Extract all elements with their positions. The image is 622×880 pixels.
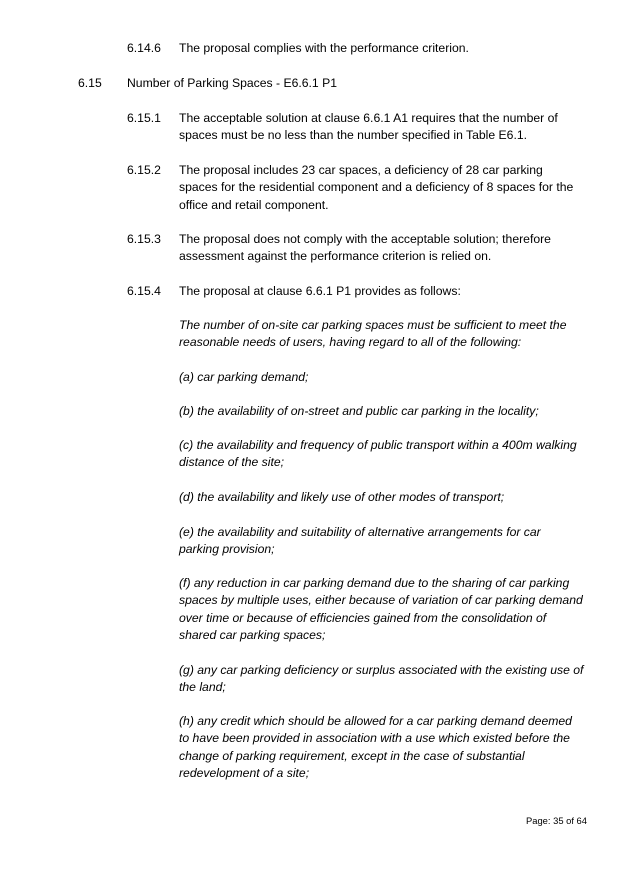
- quote-item-f: (f) any reduction in car parking demand due to the sharing of car parking spaces by multiple uses, either because of variation of car parking demand over time or because of efficiencies gained from the consolidation of shared car parking spaces;: [179, 576, 583, 642]
- quote-item-b: (b) the availability of on-street and public car parking in the locality;: [179, 404, 539, 418]
- quote-item-g: (g) any car parking deficiency or surplus associated with the existing use of the land;: [179, 663, 584, 695]
- page-number: Page: 35 of 64: [526, 815, 587, 826]
- quote-item-a: (a) car parking demand;: [179, 370, 309, 384]
- section-number: 6.15: [78, 76, 102, 90]
- quote-item-d: (d) the availability and likely use of other modes of transport;: [179, 490, 505, 504]
- clause-number: 6.15.3: [127, 232, 161, 246]
- clause-number: 6.15.2: [127, 163, 161, 177]
- quote-intro: The number of on-site car parking spaces must be sufficient to meet the reasonable needs of users, having regard to all of the following:: [179, 318, 567, 350]
- quote-item-h: (h) any credit which should be allowed for a car parking demand deemed to have been provided in association with a use which existed before the change of parking requirement, except in the case of substantial redevelopment of a site;: [179, 714, 572, 780]
- quote-item-e: (e) the availability and suitability of alternative arrangements for car parking provision;: [179, 525, 541, 557]
- clause-text: The proposal complies with the performance criterion.: [179, 41, 469, 55]
- clause-text: The proposal includes 23 car spaces, a deficiency of 28 car parking spaces for the residential component and a deficiency of 8 spaces for the office and retail component.: [179, 163, 574, 212]
- clause-number: 6.15.1: [127, 111, 161, 125]
- quote-item-c: (c) the availability and frequency of public transport within a 400m walking distance of the site;: [179, 438, 577, 470]
- clause-text: The proposal does not comply with the acceptable solution; therefore assessment against the performance criterion is relied on.: [179, 232, 551, 264]
- clause-text: The acceptable solution at clause 6.6.1 A1 requires that the number of spaces must be no less than the number specified in Table E6.1.: [179, 111, 558, 143]
- clause-text: The proposal at clause 6.6.1 P1 provides as follows:: [179, 284, 461, 298]
- clause-number: 6.14.6: [127, 41, 161, 55]
- clause-number: 6.15.4: [127, 284, 161, 298]
- section-heading: Number of Parking Spaces - E6.6.1 P1: [127, 76, 338, 90]
